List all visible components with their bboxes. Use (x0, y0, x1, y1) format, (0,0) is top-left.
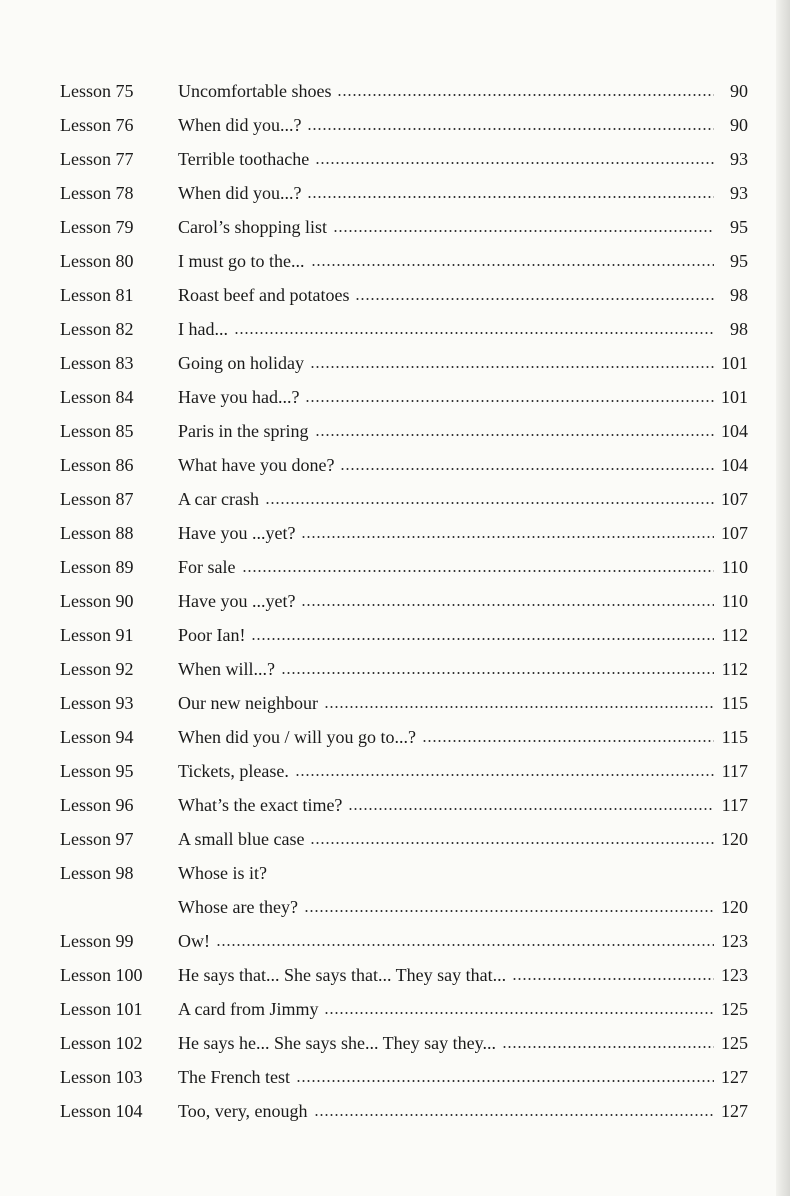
lesson-number: Lesson 82 (60, 318, 134, 339)
toc-row (60, 448, 748, 482)
lesson-number: Lesson 78 (60, 182, 134, 203)
lesson-number: Lesson 99 (60, 930, 134, 951)
dot-leader (281, 672, 714, 674)
page-number: 115 (721, 692, 748, 713)
lesson-number: Lesson 77 (60, 148, 134, 169)
page-number: 125 (721, 998, 748, 1019)
lesson-number: Lesson 96 (60, 794, 134, 815)
lesson-title: Carol’s shopping list (178, 216, 328, 237)
dot-leader (251, 638, 714, 640)
toc-row (60, 788, 748, 822)
lesson-title-wrap (178, 625, 714, 646)
lesson-title: A card from Jimmy (178, 998, 319, 1019)
toc-row (60, 380, 748, 414)
lesson-title: Have you ...yet? (178, 590, 296, 611)
lesson-number: Lesson 93 (60, 692, 134, 713)
dot-leader (301, 604, 714, 606)
dot-leader (310, 842, 714, 844)
toc-row (60, 924, 748, 958)
lesson-number: Lesson 75 (60, 80, 134, 101)
lesson-number: Lesson 98 (60, 862, 134, 883)
lesson-number: Lesson 83 (60, 352, 134, 373)
lesson-title: What have you done? (178, 454, 335, 475)
page-number: 112 (721, 624, 748, 645)
lesson-title-wrap (178, 659, 714, 680)
lesson-number: Lesson 97 (60, 828, 134, 849)
lesson-number: Lesson 89 (60, 556, 134, 577)
dot-leader (314, 1114, 714, 1116)
toc-row (60, 108, 748, 142)
lesson-title-wrap (178, 353, 714, 374)
table-of-contents (60, 74, 748, 1128)
lesson-number: Lesson 101 (60, 998, 143, 1019)
lesson-title: Whose are they? (178, 896, 298, 917)
toc-row (60, 958, 748, 992)
dot-leader (337, 94, 714, 96)
page-number: 117 (721, 760, 748, 781)
lesson-title-wrap (178, 897, 714, 918)
lesson-number: Lesson 102 (60, 1032, 143, 1053)
lesson-number: Lesson 79 (60, 216, 134, 237)
page-number: 123 (721, 930, 748, 951)
lesson-title: Ow! (178, 930, 210, 951)
page-number: 95 (730, 250, 748, 271)
lesson-title-wrap (178, 1101, 714, 1122)
dot-leader (502, 1046, 714, 1048)
lesson-title: The French test (178, 1066, 290, 1087)
page-number: 112 (721, 658, 748, 679)
lesson-title-wrap (178, 965, 714, 986)
lesson-title: Whose is it? (178, 862, 267, 883)
lesson-title-wrap (178, 693, 714, 714)
dot-leader (304, 910, 714, 912)
page-number: 110 (721, 590, 748, 611)
page-number: 98 (730, 284, 748, 305)
lesson-title: When did you...? (178, 182, 302, 203)
lesson-number: Lesson 84 (60, 386, 134, 407)
lesson-title-wrap (178, 591, 714, 612)
page-number: 127 (721, 1100, 748, 1121)
page-number: 115 (721, 726, 748, 747)
page-number: 107 (721, 522, 748, 543)
lesson-title: I must go to the... (178, 250, 305, 271)
page-number: 120 (721, 828, 748, 849)
page-number: 125 (721, 1032, 748, 1053)
dot-leader (296, 1080, 714, 1082)
lesson-title-wrap (178, 115, 714, 136)
toc-row (60, 1060, 748, 1094)
lesson-title: When did you / will you go to...? (178, 726, 416, 747)
page-number: 101 (721, 352, 748, 373)
toc-row (60, 414, 748, 448)
page-number: 104 (721, 454, 748, 475)
toc-row (60, 856, 748, 890)
dot-leader (324, 706, 714, 708)
toc-row (60, 822, 748, 856)
toc-row (60, 754, 748, 788)
page-number: 127 (721, 1066, 748, 1087)
dot-leader (307, 196, 714, 198)
lesson-title: Roast beef and potatoes (178, 284, 350, 305)
page-number: 107 (721, 488, 748, 509)
dot-leader (242, 570, 715, 572)
dot-leader (216, 944, 714, 946)
toc-row (60, 346, 748, 380)
lesson-number: Lesson 91 (60, 624, 134, 645)
lesson-title: Too, very, enough (178, 1100, 308, 1121)
lesson-title: When did you...? (178, 114, 302, 135)
lesson-title-wrap (178, 795, 714, 816)
lesson-number: Lesson 103 (60, 1066, 143, 1087)
toc-row (60, 720, 748, 754)
lesson-title: When will...? (178, 658, 275, 679)
toc-row (60, 312, 748, 346)
toc-row (60, 278, 748, 312)
lesson-number: Lesson 85 (60, 420, 134, 441)
lesson-number: Lesson 92 (60, 658, 134, 679)
dot-leader (422, 740, 714, 742)
toc-row (60, 618, 748, 652)
dot-leader (310, 366, 714, 368)
lesson-title-wrap (178, 81, 714, 102)
lesson-title-wrap (178, 217, 714, 238)
lesson-title-wrap (178, 829, 714, 850)
lesson-title: He says he... She says she... They say they... (178, 1032, 496, 1053)
lesson-title-wrap (178, 183, 714, 204)
lesson-title: He says that... She says that... They say that... (178, 964, 507, 985)
lesson-number: Lesson 88 (60, 522, 134, 543)
dot-leader (315, 162, 714, 164)
toc-row (60, 652, 748, 686)
lesson-title: Our new neighbour (178, 692, 318, 713)
toc-row (60, 1026, 748, 1060)
toc-row (60, 686, 748, 720)
lesson-title-wrap (178, 251, 714, 272)
lesson-number: Lesson 80 (60, 250, 134, 271)
page-number: 90 (730, 80, 748, 101)
dot-leader (301, 536, 714, 538)
lesson-title: For sale (178, 556, 236, 577)
lesson-title-wrap (178, 557, 714, 578)
lesson-title-wrap (178, 387, 714, 408)
lesson-title: A small blue case (178, 828, 305, 849)
lesson-title: Going on holiday (178, 352, 304, 373)
lesson-title-wrap (178, 761, 714, 782)
lesson-number: Lesson 104 (60, 1100, 143, 1121)
dot-leader (234, 332, 714, 334)
dot-leader (305, 400, 714, 402)
lesson-title: Uncomfortable shoes (178, 80, 332, 101)
lesson-number: Lesson 86 (60, 454, 134, 475)
dot-leader (333, 230, 714, 232)
lesson-title: Paris in the spring (178, 420, 309, 441)
toc-row (60, 482, 748, 516)
lesson-title-wrap (178, 727, 714, 748)
lesson-title-wrap (178, 149, 714, 170)
dot-leader (348, 808, 714, 810)
lesson-number: Lesson 87 (60, 488, 134, 509)
toc-row (60, 176, 748, 210)
lesson-title-wrap (178, 489, 714, 510)
lesson-number: Lesson 100 (60, 964, 143, 985)
lesson-title: Have you had...? (178, 386, 300, 407)
dot-leader (307, 128, 714, 130)
lesson-title-wrap (178, 455, 714, 476)
lesson-title-wrap (178, 863, 714, 884)
dot-leader (265, 502, 714, 504)
lesson-title-wrap (178, 1067, 714, 1088)
page-number: 120 (721, 896, 748, 917)
dot-leader (311, 264, 715, 266)
page-number: 101 (721, 386, 748, 407)
page-number: 90 (730, 114, 748, 135)
page-number: 110 (721, 556, 748, 577)
dot-leader (324, 1012, 714, 1014)
lesson-number: Lesson 94 (60, 726, 134, 747)
dot-leader (355, 298, 714, 300)
lesson-title-wrap (178, 319, 714, 340)
lesson-number: Lesson 90 (60, 590, 134, 611)
dot-leader (340, 468, 714, 470)
toc-row (60, 210, 748, 244)
lesson-title-wrap (178, 523, 714, 544)
toc-row (60, 992, 748, 1026)
toc-row (60, 74, 748, 108)
toc-row (60, 890, 748, 924)
page-number: 123 (721, 964, 748, 985)
page-number: 95 (730, 216, 748, 237)
toc-row (60, 516, 748, 550)
toc-row (60, 244, 748, 278)
lesson-title: I had... (178, 318, 228, 339)
lesson-title: Have you ...yet? (178, 522, 296, 543)
lesson-title-wrap (178, 999, 714, 1020)
lesson-number: Lesson 76 (60, 114, 134, 135)
lesson-title: Poor Ian! (178, 624, 246, 645)
page-edge-shadow (776, 0, 790, 1196)
page-number: 93 (730, 182, 748, 203)
lesson-number: Lesson 81 (60, 284, 134, 305)
toc-row (60, 550, 748, 584)
lesson-title-wrap (178, 1033, 714, 1054)
lesson-title-wrap (178, 285, 714, 306)
lesson-title: What’s the exact time? (178, 794, 343, 815)
dot-leader (295, 774, 714, 776)
page-number: 98 (730, 318, 748, 339)
toc-row (60, 584, 748, 618)
lesson-title: A car crash (178, 488, 259, 509)
dot-leader (512, 978, 714, 980)
page-number: 93 (730, 148, 748, 169)
lesson-number: Lesson 95 (60, 760, 134, 781)
toc-row (60, 1094, 748, 1128)
toc-row (60, 142, 748, 176)
lesson-title-wrap (178, 421, 714, 442)
page-number: 117 (721, 794, 748, 815)
lesson-title-wrap (178, 931, 714, 952)
lesson-title: Tickets, please. (178, 760, 289, 781)
dot-leader (315, 434, 715, 436)
page-number: 104 (721, 420, 748, 441)
lesson-title: Terrible toothache (178, 148, 310, 169)
